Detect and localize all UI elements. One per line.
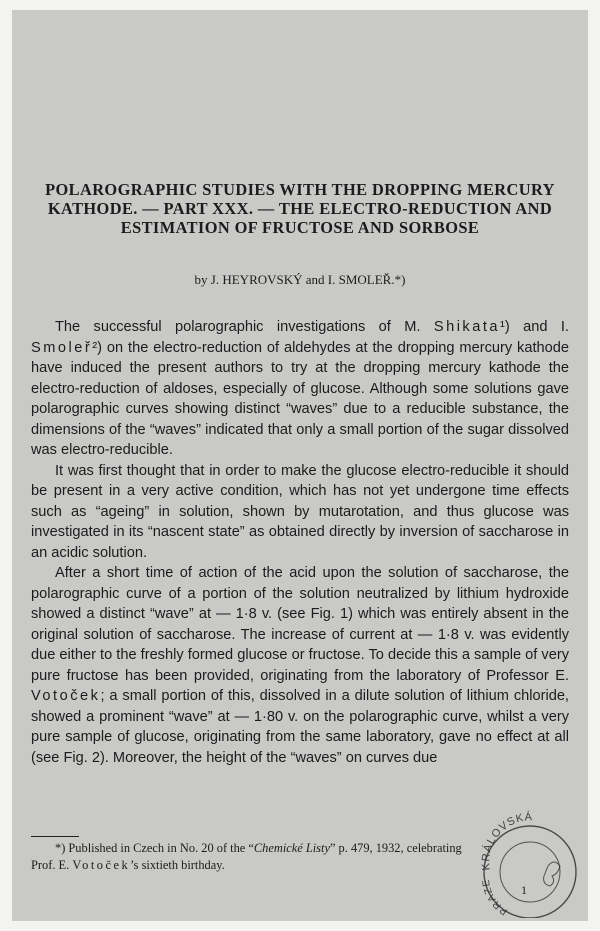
footnote-rule [31,836,79,837]
footnote: *) Published in Czech in No. 20 of the “Chemické Listy” p. 479, 1932, celebrating Prof. E. Votoček’s sixtieth birthday. [31,841,462,872]
stamp-text-top: KRÁLOVSKÁ [480,811,534,871]
author-name-votocek: Votoček [31,688,101,704]
svg-text:PRAZE [481,878,510,917]
library-stamp-icon [468,810,582,918]
author-name-shikata: Shikata [433,319,501,335]
author-byline: by J. HEYROVSKÝ and I. SMOLEŘ.*) [194,272,406,287]
stamp-text-left: PRAZE [480,878,510,917]
paper-page [12,10,588,921]
author-name-smoler: Smoleř [31,339,93,356]
journal-name: Chemické Listy [253,841,330,855]
paragraph-3: After a short time of action of the acid upon the solution of saccharose, the polarographic curve of a portion of the solution neutralized by lithium hydroxide showed a distinct “wave” at — 1·8 v. (see Fig. 1) which was entirely absent in the original solution of saccharose. The increase of current at — 1·8 v. was evidently due either to the freshly formed glucose or fructose. To decide this a sample of very pure fructose has been provided, originating from the laboratory of Professor E. Votoček; a small portion of this, dissolved in a dilute solution of lithium chloride, showed a prominent “wave” at — 1·80 v. on the polarographic curve, whilst a very pure sample of glucose, originating from the same laboratory, gave no effect at all (see Fig. 2). Moreover, the height of the “waves” on curves due [31,565,569,766]
page-number: 1 [521,883,527,897]
svg-text:KRÁLOVSKÁ [480,810,533,871]
footnote-name-votocek: Votoček [72,858,131,872]
paragraph-1: The successful polarographic investigations of M. Shikata¹) and I. Smoleř²) on the electro-reduction of aldehydes at the dropping mercury kathode have induced the present authors to try at the dropping mercury kathode the electro-reduction of aldoses, especially of glucose. Although some solutions gave polarographic curves showing distinct “waves” due to a reducible substance, the dimensions of the “waves” indicated that only a small portion of the sugar dissolved was electro-reducible. [31,319,569,458]
article-title: POLAROGRAPHIC STUDIES WITH THE DROPPING MERCURY KATHODE. — PART XXX. — THE ELECTRO-REDUCTION AND ESTIMATION OF FRUCTOSE AND SORBOSE [45,180,555,237]
paragraph-2: It was first thought that in order to make the glucose electro-reducible it should be present in a very active condition, which has not yet undergone time effects such as “ageing” in solution, shown by mutarotation, and thus glucose was investigated in its “nascent state” as obtained directly by inversion of saccharose in an acidic solution. [31,462,569,561]
article-body [31,317,569,768]
